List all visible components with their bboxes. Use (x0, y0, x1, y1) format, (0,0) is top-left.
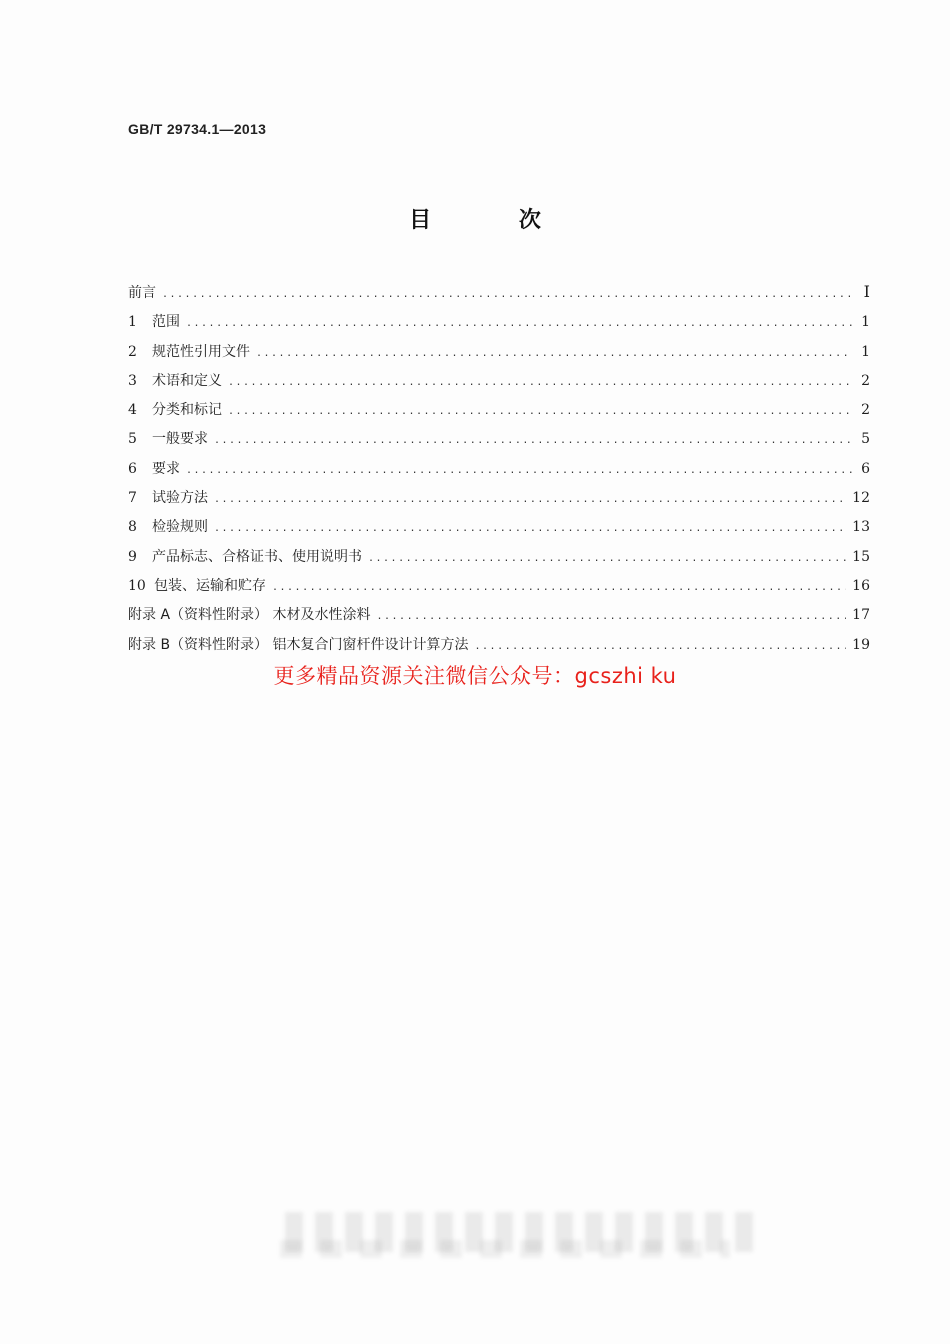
toc-entry-label (128, 370, 222, 390)
toc-leader-dots (475, 641, 847, 652)
toc-leader-dots (228, 377, 852, 388)
toc-entry-number: 8 (128, 519, 137, 536)
toc-entry-number: 4 (128, 402, 137, 419)
toc-entry-page: Ⅰ (863, 282, 870, 301)
toc-entry-label (128, 399, 222, 419)
toc-entry-appendix-b[interactable] (128, 634, 870, 663)
toc-entry-number: 3 (128, 372, 137, 389)
toc-entry-text: 要求 (152, 460, 180, 477)
toc-entry-4[interactable] (128, 399, 870, 428)
toc-entry-number: 2 (128, 343, 137, 360)
toc-leader-dots (214, 523, 846, 534)
toc-entry-number: 7 (128, 490, 137, 507)
toc-entry-page: 2 (861, 402, 870, 419)
toc-entry-text: 范围 (152, 314, 180, 331)
toc-leader-dots (186, 318, 852, 329)
toc-entry-label (128, 341, 250, 361)
toc-entry-page: 6 (861, 460, 870, 477)
toc-entry-text: 分类和标记 (152, 402, 222, 419)
toc-entry-page: 16 (852, 577, 870, 594)
toc-entry-page: 12 (852, 490, 870, 507)
toc-entry-label: 附录 B（资料性附录） 铝木复合门窗杆件设计计算方法 (128, 636, 469, 653)
toc-entry-label (128, 311, 180, 331)
toc-entry-label (128, 575, 266, 595)
toc-entry-page: 13 (852, 519, 870, 536)
toc-leader-dots (228, 406, 852, 417)
toc-entry-label (128, 458, 180, 478)
toc-entry-page: 2 (861, 372, 870, 389)
toc-entry-6[interactable] (128, 458, 870, 487)
toc-entry-text: 规范性引用文件 (152, 343, 250, 360)
toc-entry-page: 1 (861, 314, 870, 331)
toc-leader-dots (368, 553, 846, 564)
toc-leader-dots (376, 611, 846, 622)
toc-entry-number: 10 (128, 577, 146, 594)
toc-entry-number: 9 (128, 548, 137, 565)
toc-entry-7[interactable] (128, 487, 870, 516)
promo-watermark-text: 更多精品资源关注微信公众号：gcszhi ku (273, 664, 677, 688)
toc-entry-text: 检验规则 (152, 519, 208, 536)
toc-entry-number: 1 (128, 314, 137, 331)
toc-entry-foreword[interactable] (128, 282, 870, 311)
toc-entry-1[interactable] (128, 311, 870, 340)
toc-entry-3[interactable] (128, 370, 870, 399)
toc-entry-appendix-a[interactable] (128, 604, 870, 633)
toc-entry-label (128, 516, 208, 536)
toc-entry-page: 5 (861, 431, 870, 448)
toc-entry-text: 试验方法 (152, 490, 208, 507)
toc-leader-dots (256, 348, 852, 359)
toc-entry-page: 1 (861, 343, 870, 360)
toc-entry-text: 产品标志、合格证书、使用说明书 (152, 548, 362, 565)
table-of-contents (128, 282, 870, 663)
toc-leader-dots (162, 289, 852, 300)
toc-entry-page: 15 (852, 548, 870, 565)
toc-entry-label (128, 428, 208, 448)
toc-entry-label: 附录 A（资料性附录） 木材及水性涂料 (128, 607, 371, 624)
toc-entry-label: 前言 (128, 285, 156, 301)
toc-entry-text: 包装、运输和贮存 (154, 577, 266, 594)
toc-entry-number: 6 (128, 460, 137, 477)
toc-leader-dots (186, 465, 852, 476)
toc-entry-page: 17 (852, 607, 870, 624)
toc-entry-10[interactable] (128, 575, 870, 604)
toc-entry-8[interactable] (128, 516, 870, 545)
toc-entry-number: 5 (128, 431, 137, 448)
toc-entry-2[interactable] (128, 341, 870, 370)
toc-entry-label (128, 546, 362, 566)
toc-entry-9[interactable] (128, 546, 870, 575)
toc-leader-dots (272, 582, 846, 593)
toc-entry-label (128, 487, 208, 507)
standard-code: GB/T 29734.1—2013 (128, 121, 267, 137)
toc-title: 目 次 (409, 208, 581, 233)
bleed-through-text (280, 1240, 730, 1258)
toc-entry-text: 一般要求 (152, 431, 208, 448)
toc-leader-dots (214, 435, 852, 446)
toc-entry-page: 19 (852, 636, 870, 653)
toc-leader-dots (214, 494, 846, 505)
toc-entry-5[interactable] (128, 428, 870, 457)
toc-entry-text: 术语和定义 (152, 372, 222, 389)
